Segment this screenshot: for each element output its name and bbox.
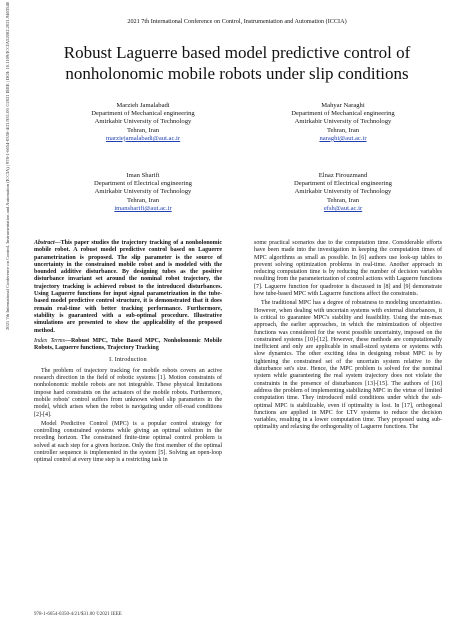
author-email-link[interactable]: efsh@aut.ac.ir bbox=[323, 204, 363, 212]
author-city: Tehran, Iran bbox=[126, 196, 160, 204]
author-city: Tehran, Iran bbox=[326, 196, 360, 204]
author-email-link[interactable]: naraghi@aut.ac.ir bbox=[319, 134, 367, 142]
author-name: Mahyar Naraghi bbox=[321, 102, 365, 109]
author-univ: Amirkabir University of Technology bbox=[294, 188, 392, 196]
body-paragraph: Model Predictive Control (MPC) is a popular control strategy for controlling constrained systems while giving an optimal solution in the receding horizon. The constrained finite-time optimal control problem is solved at each step for a given horizon. Only the first member of the optimal controller sequence is implemented in the system [5]. Solving an open-loop optimal control at every time step is a restricting task in bbox=[34, 420, 222, 464]
body-paragraph: some practical scenarios due to the computation time. Considerable efforts have been made into the investigation in keeping the computation times of MPC algorithms as small as possible. In [6] authors use look-up tables to prevent solving optimization problems in real-time. Another approach in reducing computation time is by reducing the number of decision variables resulting from the parameterization of control actions with Laguerre functions [7]. Laguerre function for quadrotor is discussed in [8] and [9] demonstrate how tube-based MPC with Laguerre functions affect the constraints. bbox=[254, 240, 442, 298]
doi-sidebar bbox=[5, 1, 15, 340]
abstract-label: Abstract bbox=[34, 240, 55, 246]
section-heading-introduction: I. Introduction bbox=[109, 357, 147, 364]
index-terms-text: —Robust MPC, Tube Based MPC, Nonholonomic Mobile Robots, Laguerre functions, Trajectory Tracking bbox=[34, 337, 222, 352]
author-block-4 bbox=[248, 172, 438, 213]
author-block-1 bbox=[48, 102, 238, 143]
author-dept: Department of Electrical engineering bbox=[294, 180, 392, 188]
footer-copyright: 978-1-6654-0350-4/21/$31.00 ©2021 IEEE bbox=[34, 612, 122, 617]
author-block-2 bbox=[248, 102, 438, 143]
author-email-link[interactable]: marziejamalabadi@aut.ac.ir bbox=[105, 134, 181, 142]
body-paragraph: The problem of trajectory tracking for mobile robots covers an active research direction in the field of robotic systems [1]. Motion constraints of nonholonomic mobile robots are not integrable. These physical limitations impose hard constraints on the actuators of the mobile robots. Furthermore, mobile robots' control suffers from unknown wheel slip parameters in the model, which arises when the robot is navigating under off-road conditions [2]-[4]. bbox=[34, 367, 222, 418]
abstract-text: —This paper studies the trajectory tracking of a nonholonomic mobile robot. A robust model predictive control based on Laguerre parametrization is proposed. The slip parameter is the source of uncertainty in the constrained mobile robot and is modeled with the bounded additive disturbance. By designing tubes as the positive disturbance invariant set around the nominal robot trajectory, the trajectory tracking is achieved robust to the introduced disturbances. Using Laguerre functions for input signal parametrization in the tube-based model predictive control structure, it is demonstrated that it does remain real-time with better tracking performance. Furthermore, stability is guaranteed with a sub-optimal procedure. Illustrative simulations are presented to show the applicability of the proposed method. bbox=[34, 240, 222, 334]
conference-header: 2021 7th International Conference on Control, Instrumentation and Automation (ICCIA) bbox=[127, 18, 347, 25]
paper-title: Robust Laguerre based model predictive control of nonholonomic mobile robots under slip conditions bbox=[63, 43, 411, 83]
author-univ: Amirkabir University of Technology bbox=[94, 118, 192, 126]
author-city: Tehran, Iran bbox=[326, 126, 360, 134]
abstract bbox=[34, 240, 222, 335]
index-terms-label: Index Terms bbox=[34, 337, 65, 344]
author-univ: Amirkabir University of Technology bbox=[94, 188, 192, 196]
author-name: Marzieh Jamalabadi bbox=[116, 102, 170, 109]
author-email-link[interactable]: imansharifi@aut.ac.ir bbox=[114, 204, 172, 212]
author-univ: Amirkabir University of Technology bbox=[294, 118, 392, 126]
author-name: Elnaz Firouzmand bbox=[318, 172, 368, 179]
author-dept: Department of Electrical engineering bbox=[94, 180, 192, 188]
doi-sidebar-text: 2021 7th International Conference on Control, Instrumentation and Automation (ICCIA) | 978-1-6654-0350-4/21/$31.00 ©2021 IEEE | DOI: 10.1109/ICCIA52082.2021.9403540 bbox=[5, 1, 10, 330]
author-dept: Department of Mechanical engineering bbox=[291, 110, 395, 118]
right-column bbox=[254, 240, 442, 434]
author-city: Tehran, Iran bbox=[126, 126, 160, 134]
body-paragraph: The traditional MPC has a degree of robustness to modeling uncertainties. However, when dealing with uncertain systems with external disturbances, it is critical to guarantee MPC's stability and feasibility. Using the min-max approach, the earlier approaches, in which the minimization of objective functions was considered for the worst possible uncertainty, imposed on the constrained systems [10]-[12]. However, these methods are computationally inefficient and only are applicable in small-sized systems or systems with slow dynamics. The other exciting idea in designing robust MPC is by tightening the constrained set of the uncertain system relative to the disturbance set's size. Hence, the MPC problem is solved for the nominal system while guaranteeing the real system trajectory does not violate the constraints in the presence of disturbances [13]-[15]. The authors of [16] address the problem of implementing stabilizing MPC in the virtue of limited computation time. They introduced mild conditions under which the sub-optimal MPC is stabilizable, even if optimality is lost. In [17], orthogonal functions are applied in MPC for LTV systems to reduce the decision variables, resulting in a lower computation time. They proposed using sub-optimality and relaxing the orthogonality of Laguerre functions. The bbox=[254, 300, 442, 431]
author-block-3 bbox=[48, 172, 238, 213]
author-name: Iman Sharifi bbox=[126, 172, 160, 179]
left-column bbox=[34, 240, 222, 467]
index-terms bbox=[34, 338, 222, 353]
author-dept: Department of Mechanical engineering bbox=[91, 110, 195, 118]
